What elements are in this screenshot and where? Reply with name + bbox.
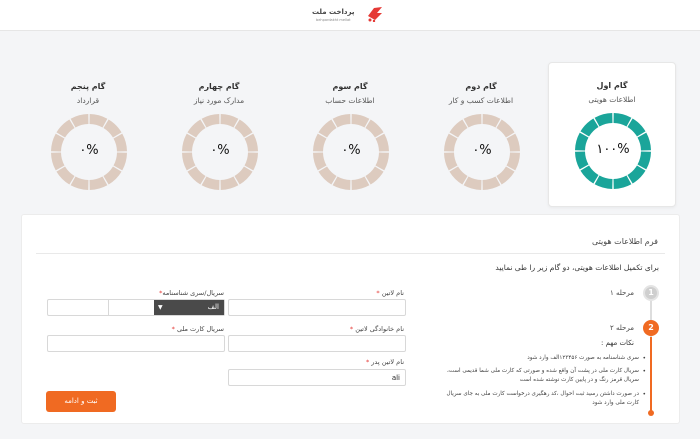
last-name-latin-input[interactable]	[228, 335, 406, 352]
brand-name: پرداخت ملت	[312, 8, 355, 16]
serial-letter-select[interactable]	[154, 300, 224, 315]
step-subtitle: اطلاعات کسب و کار	[448, 96, 514, 105]
ring-segment	[352, 181, 367, 185]
ring-segment	[73, 181, 88, 185]
ring-segment	[483, 181, 498, 185]
step-card-3[interactable]	[286, 62, 414, 207]
brand-logo[interactable]	[312, 6, 388, 26]
ring-segment	[597, 118, 612, 122]
ring-segment	[323, 169, 334, 180]
stage-1-dot[interactable]: 1	[643, 285, 659, 301]
top-bar	[0, 0, 700, 31]
step-progress-label: ۰%	[472, 143, 492, 158]
field-divider	[108, 300, 109, 315]
step-progress-ring	[49, 112, 129, 192]
ring-segment	[61, 124, 72, 135]
step-title: گام پنجم	[70, 82, 106, 91]
step-subtitle: قرارداد	[76, 96, 100, 105]
ring-segment	[335, 181, 350, 185]
stage-1-label[interactable]: مرحله ۱	[610, 289, 634, 297]
brand-tagline: behpardakht mellat	[316, 18, 351, 22]
ring-segment	[466, 181, 481, 185]
ring-segment	[106, 124, 117, 135]
last-name-latin-label: نام خانوادگی لاتین *	[349, 325, 404, 333]
ring-segment	[585, 168, 596, 179]
ring-segment	[335, 119, 350, 123]
logo-mark-icon	[366, 6, 384, 22]
ring-segment	[368, 124, 379, 135]
father-name-latin-label: نام لاتین پدر *	[365, 358, 404, 366]
ring-segment	[61, 169, 72, 180]
father-name-latin-input[interactable]	[228, 369, 406, 386]
ring-segment	[237, 124, 248, 135]
ring-segment	[204, 119, 219, 123]
ring-segment	[106, 169, 117, 180]
ring-segment	[454, 169, 465, 180]
identity-form-panel	[21, 214, 680, 424]
step-progress-label: ۰%	[341, 143, 361, 158]
serial-letter-value: الف	[207, 303, 219, 311]
ring-segment	[597, 180, 612, 184]
ring-segment	[454, 124, 465, 135]
ring-segment	[192, 124, 203, 135]
ring-segment	[323, 124, 334, 135]
ring-segment	[499, 124, 510, 135]
step-progress-ring	[442, 112, 522, 192]
step-progress-label: ۰%	[79, 143, 99, 158]
ring-segment	[192, 169, 203, 180]
stage-end-dot	[648, 410, 654, 416]
note-item: • سریال کارت ملی در پشت آن واقع شده و صورتی که کارت ملی شما قدیمی است، سریال قرمز رنگ و در پایین کارت نوشته شده است	[439, 367, 639, 385]
birth-certificate-serial-label: سریال/سری شناسنامه*	[159, 289, 224, 297]
ring-segment	[90, 119, 105, 123]
ring-segment	[90, 181, 105, 185]
ring-segment	[614, 180, 629, 184]
step-card-2[interactable]	[417, 62, 545, 207]
ring-segment	[368, 169, 379, 180]
submit-continue-button[interactable]: ثبت و ادامه	[46, 391, 116, 412]
step-subtitle: مدارک مورد نیاز	[193, 96, 245, 105]
ring-segment	[630, 123, 641, 134]
first-name-latin-input[interactable]	[228, 299, 406, 316]
step-progress-ring	[573, 111, 653, 191]
step-progress-label: ۱۰۰%	[596, 142, 630, 157]
ring-segment	[466, 119, 481, 123]
step-subtitle: اطلاعات هویتی	[588, 95, 636, 104]
note-item: • در صورت داشتن رسید ثبت احوال ،کد رهگیری درخواست کارت ملی به جای سریال کارت ملی وارد شود	[439, 390, 639, 408]
ring-segment	[630, 168, 641, 179]
notes-title: نکات مهم :	[601, 339, 634, 347]
ring-segment	[221, 181, 236, 185]
step-card-5[interactable]	[24, 62, 152, 207]
ring-segment	[499, 169, 510, 180]
ring-segment	[352, 119, 367, 123]
step-title: گام سوم	[332, 82, 368, 91]
step-title: گام اول	[596, 81, 628, 90]
ring-segment	[204, 181, 219, 185]
step-card-1[interactable]	[548, 62, 676, 207]
step-title: گام دوم	[465, 82, 497, 91]
chevron-down-icon: ▼	[158, 304, 163, 311]
birth-certificate-serial-input[interactable]	[47, 299, 225, 316]
ring-segment	[221, 119, 236, 123]
step-progress-label: ۰%	[210, 143, 230, 158]
step-title: گام چهارم	[198, 82, 240, 91]
step-progress-ring	[311, 112, 391, 192]
form-intro: برای تکمیل اطلاعات هویتی، دو گام زیر را طی نمایید	[495, 263, 659, 272]
divider	[36, 253, 665, 254]
stage-2-dot[interactable]: 2	[643, 320, 659, 336]
national-card-serial-label: سریال کارت ملی *	[171, 325, 224, 333]
step-card-4[interactable]	[155, 62, 283, 207]
ring-segment	[585, 123, 596, 134]
form-title: فرم اطلاعات هویتی	[591, 237, 658, 246]
note-item: • سری شناسنامه به صورت ۱۲۳۴۵۶الف وارد شود	[439, 354, 639, 363]
step-subtitle: اطلاعات حساب	[325, 96, 375, 105]
stage-timeline-active	[650, 337, 652, 413]
ring-segment	[614, 118, 629, 122]
first-name-latin-label: نام لاتین *	[376, 289, 404, 297]
ring-segment	[237, 169, 248, 180]
stage-2-label[interactable]: مرحله ۲	[610, 324, 634, 332]
ring-segment	[483, 119, 498, 123]
ring-segment	[73, 119, 88, 123]
step-progress-ring	[180, 112, 260, 192]
national-card-serial-input[interactable]	[47, 335, 225, 352]
